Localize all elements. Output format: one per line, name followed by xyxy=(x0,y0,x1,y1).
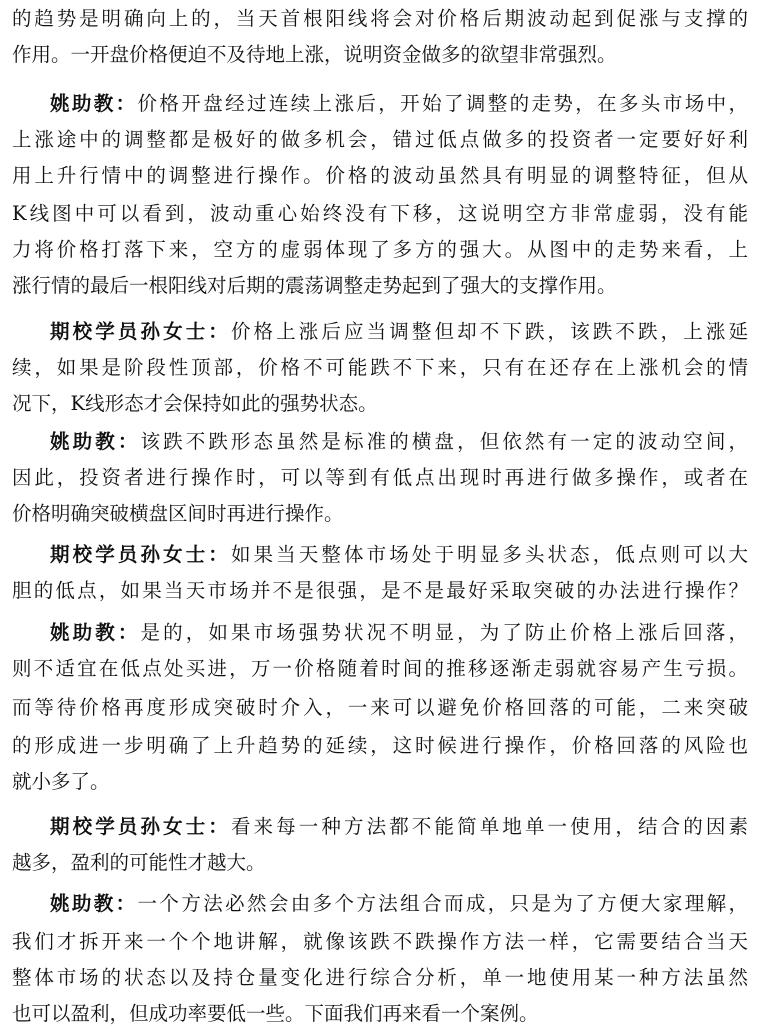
text-line xyxy=(12,810,748,844)
text-line xyxy=(12,38,748,72)
text-line xyxy=(12,691,748,725)
text-line xyxy=(12,574,748,608)
line-text: 如果当天整体市场处于明显多头状态，低点则可以大 xyxy=(230,543,748,566)
line-text: 涨行情的最后一根阳线对后期的震荡调整走势起到了强大的支撑作用。 xyxy=(12,274,617,297)
line-text: 是的，如果市场强势状况不明显，为了防止价格上涨后回落， xyxy=(140,621,748,644)
text-line xyxy=(12,461,748,495)
speaker-label: 姚助教： xyxy=(50,430,141,453)
text-line xyxy=(12,538,748,572)
text-line xyxy=(12,887,748,921)
text-line xyxy=(12,961,748,995)
text-line xyxy=(12,197,748,231)
text-line xyxy=(12,652,748,686)
line-text: K线图中可以看到，波动重心始终没有下移，这说明空方非常虚弱，没有能 xyxy=(12,202,748,225)
line-text: 我们才拆开来一个个地讲解，就像该跌不跌操作方法一样，它需要结合当天 xyxy=(12,930,748,953)
text-line xyxy=(12,2,748,36)
speaker-label: 姚助教： xyxy=(50,92,138,115)
line-text: 而等待价格再度形成突破时介入，一来可以避免价格回落的可能，二来突破 xyxy=(12,696,748,719)
text-line xyxy=(12,269,748,303)
line-text: 力将价格打落下来，空方的虚弱体现了多方的强大。从图中的走势来看，上 xyxy=(12,238,748,261)
text-line xyxy=(12,351,748,385)
line-text: 因此，投资者进行操作时，可以等到有低点出现时再进行做多操作，或者在 xyxy=(12,466,748,489)
line-text: 价格上涨后应当调整但却不下跌，该跌不跌，上涨延 xyxy=(230,320,748,343)
text-line xyxy=(12,233,748,267)
text-line xyxy=(12,846,748,880)
speaker-label: 姚助教： xyxy=(50,621,141,644)
line-text: 则不适宜在低点处买进，万一价格随着时间的推移逐渐走弱就容易产生亏损。 xyxy=(12,657,748,680)
text-line xyxy=(12,425,748,459)
line-text: 续，如果是阶段性顶部，价格不可能跌不下来，只有在还存在上涨机会的情 xyxy=(12,356,748,379)
text-line xyxy=(12,925,748,959)
line-text: 的形成进一步明确了上升趋势的延续，这时候进行操作，价格回落的风险也 xyxy=(12,734,748,757)
speaker-label: 期校学员孙女士： xyxy=(50,815,231,838)
speaker-label: 期校学员孙女士： xyxy=(50,543,231,566)
line-text: 看来每一种方法都不能简单地单一使用，结合的因素 xyxy=(230,815,748,838)
line-text: 况下，K线形态才会保持如此的强势状态。 xyxy=(12,392,378,415)
text-line xyxy=(12,387,748,421)
line-text: 一个方法必然会由多个方法组合而成，只是为了方便大家理解， xyxy=(137,892,748,915)
line-text: 价格明确突破横盘区间时再进行操作。 xyxy=(12,502,344,525)
text-line xyxy=(12,315,748,349)
line-text: 用上升行情中的调整进行操作。价格的波动虽然具有明显的调整特征，但从 xyxy=(12,164,748,187)
speaker-label: 姚助教： xyxy=(50,892,138,915)
line-text: 整体市场的状态以及持仓量变化进行综合分析，单一地使用某一种方法虽然 xyxy=(12,966,748,989)
line-text: 价格开盘经过连续上涨后，开始了调整的走势，在多头市场中， xyxy=(137,92,748,115)
text-line xyxy=(12,616,748,650)
line-text: 也可以盈利，但成功率要低一些。下面我们再来看一个案例。 xyxy=(12,1002,539,1025)
line-text: 就小多了。 xyxy=(12,770,110,793)
text-line xyxy=(12,497,748,531)
line-text: 作用。一开盘价格便迫不及待地上涨，说明资金做多的欲望非常强烈。 xyxy=(12,43,617,66)
text-line xyxy=(12,123,748,157)
speaker-label: 期校学员孙女士： xyxy=(50,320,231,343)
line-text: 越多，盈利的可能性才越大。 xyxy=(12,851,266,874)
text-line xyxy=(12,765,748,799)
line-text: 的趋势是明确向上的，当天首根阳线将会对价格后期波动起到促涨与支撑的 xyxy=(12,7,748,30)
line-text: 该跌不跌形态虽然是标准的横盘，但依然有一定的波动空间， xyxy=(140,430,748,453)
text-line xyxy=(12,997,748,1031)
text-line xyxy=(12,729,748,763)
line-text: 胆的低点，如果当天市场并不是很强，是不是最好采取突破的办法进行操作？ xyxy=(12,579,748,602)
text-line xyxy=(12,87,748,121)
text-line xyxy=(12,159,748,193)
line-text: 上涨途中的调整都是极好的做多机会，错过低点做多的投资者一定要好好利 xyxy=(12,128,748,151)
